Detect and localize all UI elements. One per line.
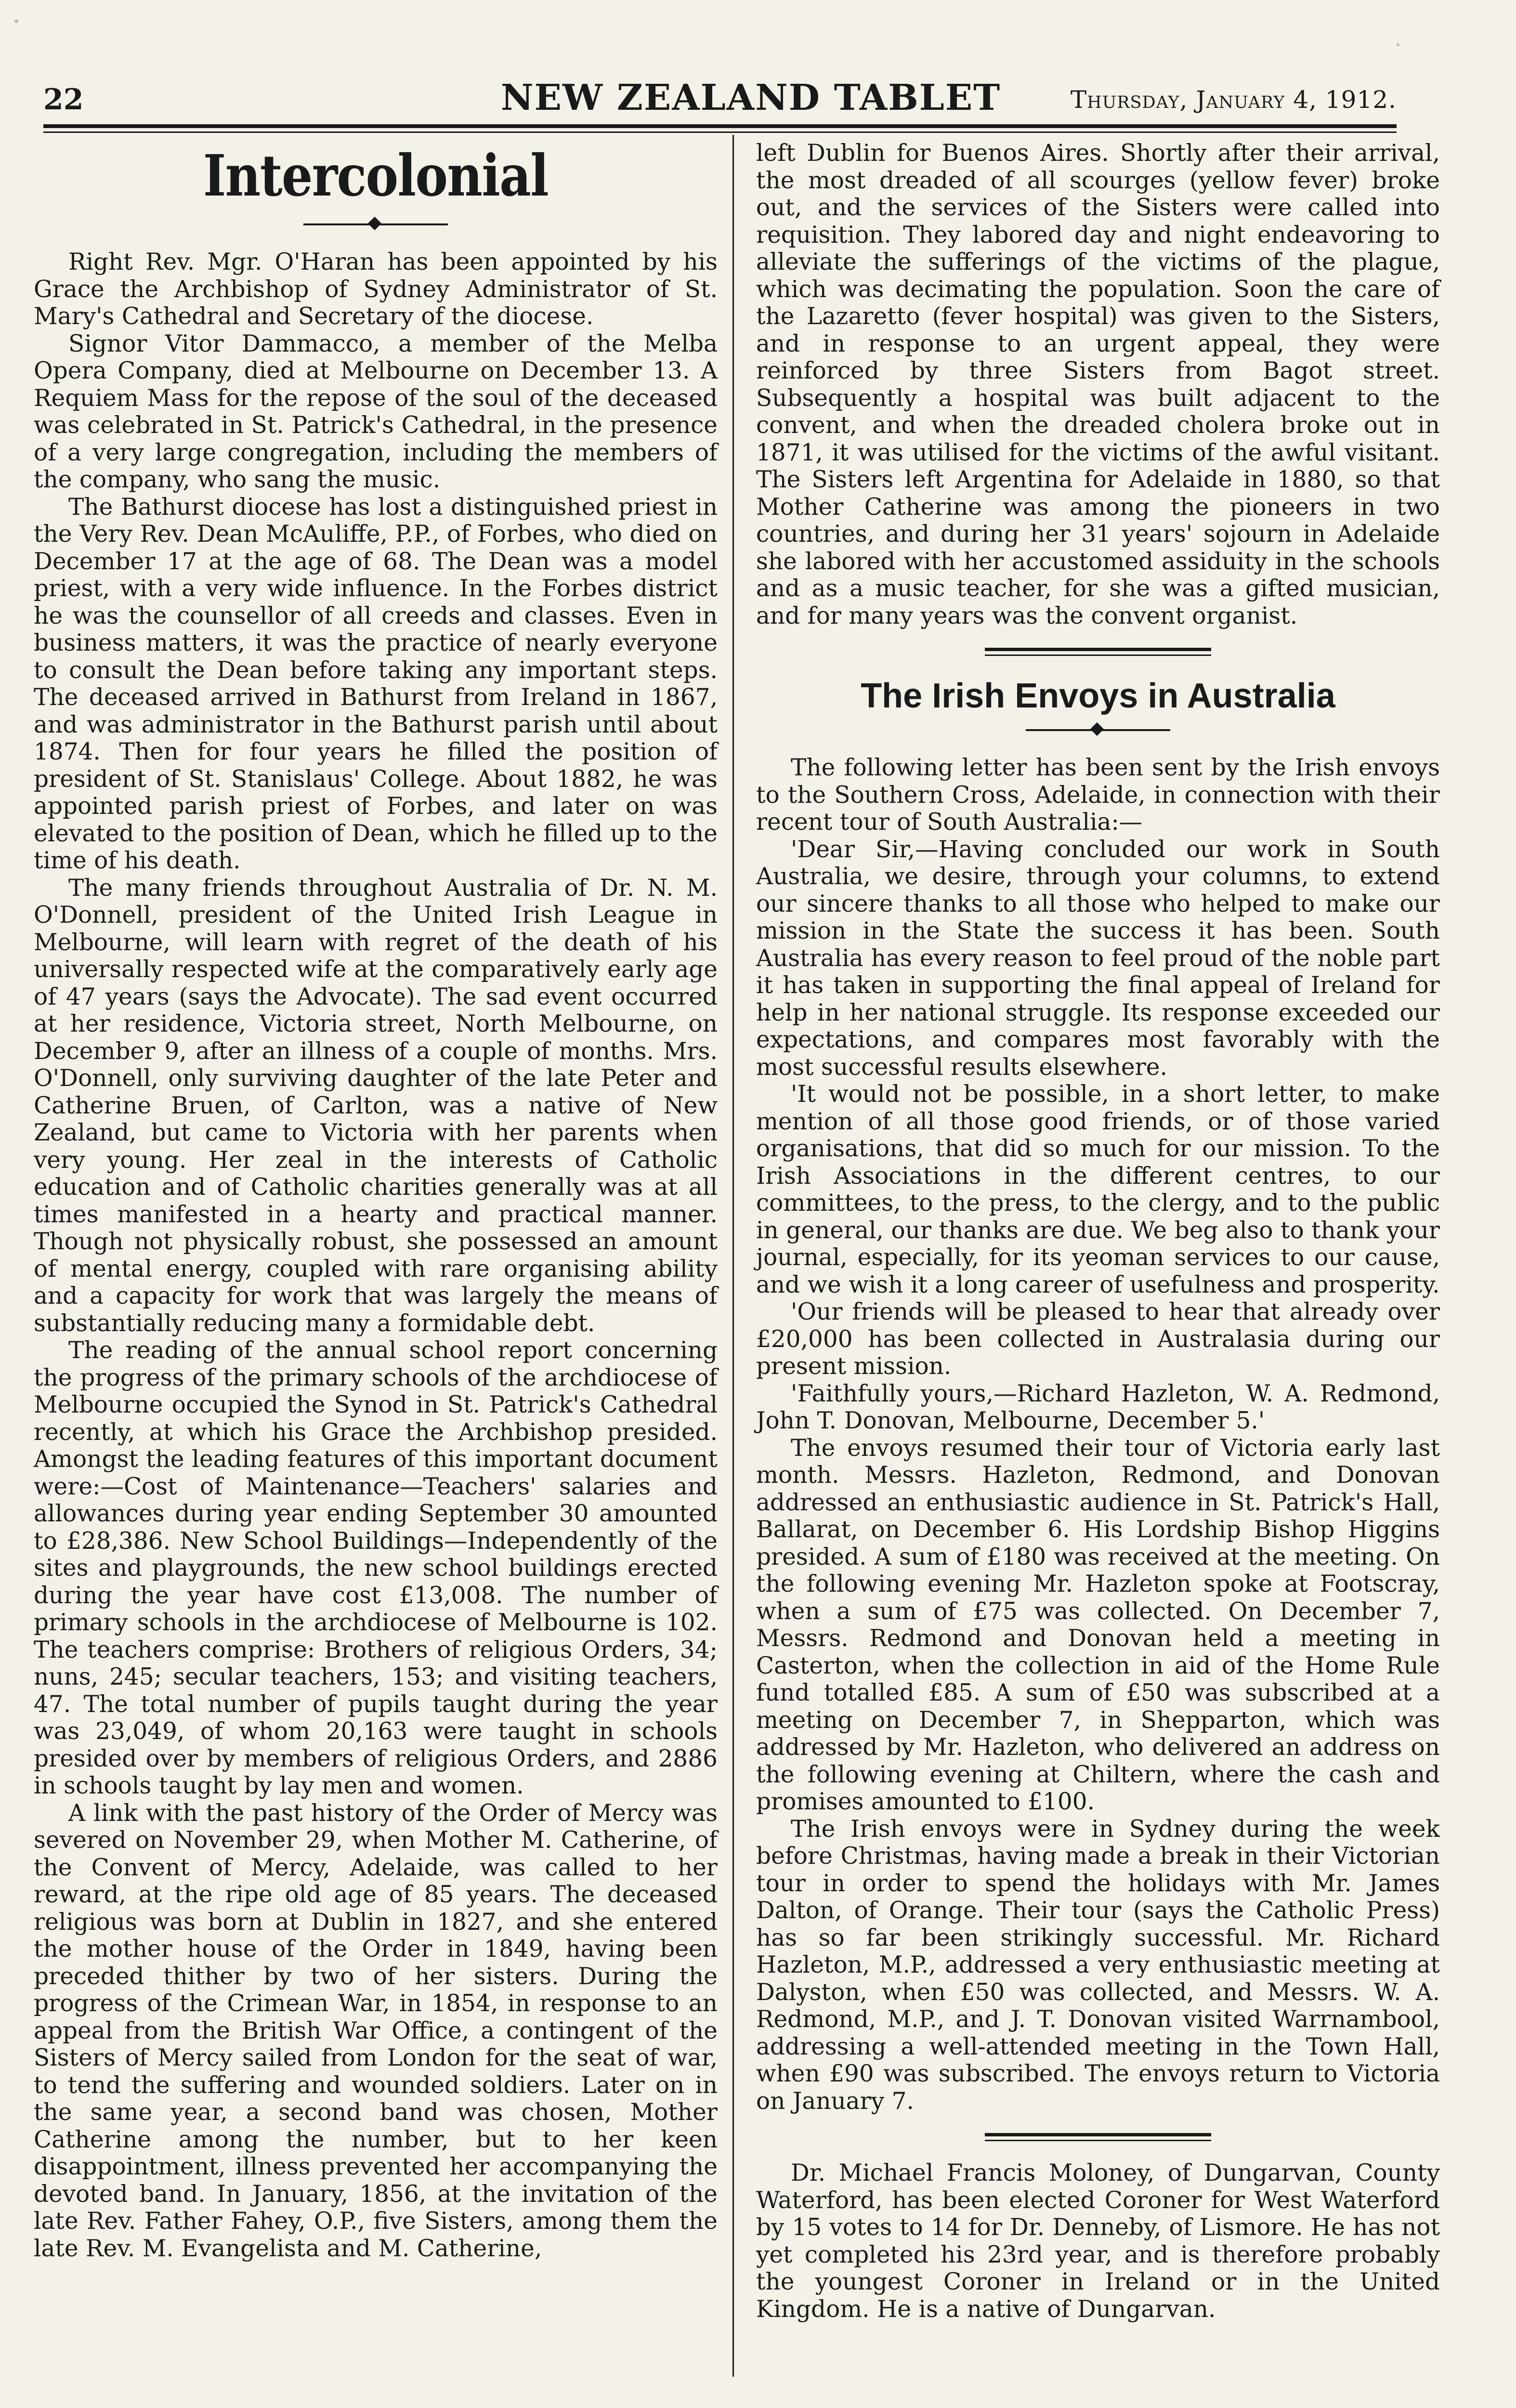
page-header bbox=[43, 77, 1397, 130]
envoys-title: The Irish Envoys in Australia bbox=[861, 677, 1335, 715]
column-divider bbox=[732, 135, 734, 2377]
continued-paragraph: left Dublin for Buenos Aires. Shortly after their arrival, the most dreaded of all scourges (yellow fever) broke out, and the services of the Sisters were called into requisition. They labored day and night endeavoring to alleviate the sufferings of the victims of the plague, which was decimating the population. Soon the care of the Lazaretto (fever hospital) was given to the Sisters, and in response to an urgent appeal, they were reinforced by three Sisters from Bagot street. Subsequently a hospital was built adjacent to the convent, and when the dreaded cholera broke out in 1871, it was utilised for the victims of the awful visitant. The Sisters left Argentina for Adelaide in 1880, so that Mother Catherine was among the pioneers in two countries, and during her 31 years' sojourn in Adelaide she labored with her accustomed assiduity in the schools and as a music teacher, for she was a gifted musician, and for many years was the convent organist. bbox=[756, 140, 1440, 629]
article-paragraph: The following letter has been sent by the Irish envoys to the Southern Cross, Adelaide, in connection with their recent tour of South Australia:— bbox=[756, 754, 1440, 836]
article-paragraph: The many friends throughout Australia of Dr. N. M. O'Donnell, president of the United Irish League in Melbourne, will learn with regret of the death of his universally respected wife at the comparatively early age of 47 years (says the Advocate). The sad event occurred at her residence, Victoria street, North Melbourne, on December 9, after an illness of a couple of months. Mrs. O'Donnell, only surviving daughter of the late Peter and Catherine Bruen, of Carlton, was a native of New Zealand, but came to Victoria with her parents when very young. Her zeal in the interests of Catholic education and of Catholic charities generally was at all times manifested in a hearty and practical manner. Though not physically robust, she possessed an amount of mental energy, coupled with rare organising ability and a capacity for work that was largely the means of substantially reducing many a formidable debt. bbox=[34, 874, 718, 1337]
article-paragraph: 'It would not be possible, in a short letter, to make mention of all those good friends, or of those varied organisations, that did so much for our mission. To the Irish Associations in the different centres, to our committees, to the press, to the clergy, and to the public in general, our thanks are due. We beg also to thank your journal, especially, for its yeoman services to our cause, and we wish it a long career of usefulness and prosperity. bbox=[756, 1081, 1440, 1298]
title-ornament bbox=[1026, 720, 1170, 740]
article-paragraph: The Irish envoys were in Sydney during the week before Christmas, having made a break in their Victorian tour in order to spend the holidays with Mr. James Dalton, of Orange. Their tour (says the Catholic Press) has so far been strikingly successful. Mr. Richard Hazleton, M.P., addressed a very enthusiastic meeting at Dalyston, when £50 was collected, and Messrs. W. A. Redmond, M.P., and J. T. Donovan visited Warrnambool, addressing a well-attended meeting in the Town Hall, when £90 was subscribed. The envoys return to Victoria on January 7. bbox=[756, 1815, 1440, 2115]
publication-title: NEW ZEALAND TABLET bbox=[501, 77, 1001, 118]
section-separator bbox=[985, 648, 1211, 656]
left-column bbox=[34, 140, 718, 2262]
section-separator bbox=[985, 2133, 1211, 2141]
article-paragraph: Signor Vitor Dammacco, a member of the Melba Opera Company, died at Melbourne on December 13. A Requiem Mass for the repose of the soul of the deceased was celebrated in St. Patrick's Cathedral, in the presence of a very large congregation, including the members of the company, who sang the music. bbox=[34, 330, 718, 493]
article-paragraph: Right Rev. Mgr. O'Haran has been appointed by his Grace the Archbishop of Sydney Administrator of St. Mary's Cathedral and Secretary of the diocese. bbox=[34, 249, 718, 330]
intercolonial-title: Intercolonial bbox=[203, 142, 549, 209]
article-paragraph: Dr. Michael Francis Moloney, of Dungarvan, County Waterford, has been elected Coroner for West Waterford by 15 votes to 14 for Dr. Denneby, of Lismore. He has not yet completed his 23rd year, and is therefore probably the youngest Coroner in Ireland or in the United Kingdom. He is a native of Dungarvan. bbox=[756, 2159, 1440, 2323]
header-rule bbox=[43, 124, 1397, 128]
title-ornament bbox=[303, 215, 448, 234]
article-paragraph: The Bathurst diocese has lost a distinguished priest in the Very Rev. Dean McAuliffe, P.P., of Forbes, who died on December 17 at the age of 68. The Dean was a model priest, with a very wide influence. In the Forbes district he was the counsellor of all creeds and classes. Even in business matters, it was the practice of nearly everyone to consult the Dean before taking any important steps. The deceased arrived in Bathurst from Ireland in 1867, and was administrator in the Bathurst parish until about 1874. Then for four years he filled the position of president of St. Stanislaus' College. About 1882, he was appointed parish priest of Forbes, and later on was elevated to the position of Dean, which he filled up to the time of his death. bbox=[34, 493, 718, 874]
article-paragraph: The reading of the annual school report concerning the progress of the primary schools of the archdiocese of Melbourne occupied the Synod in St. Patrick's Cathedral recently, at which his Grace the Archbishop presided. Amongst the leading features of this important document were:—Cost of Maintenance—Teachers' salaries and allowances during year ending September 30 amounted to £28,386. New School Buildings—Independently of the sites and playgrounds, the new school buildings erected during the year have cost £13,008. The number of primary schools in the archdiocese of Melbourne is 102. The teachers comprise: Brothers of religious Orders, 34; nuns, 245; secular teachers, 153; and visiting teachers, 47. The total number of pupils taught during the year was 23,049, of whom 20,163 were taught in schools presided over by members of religious Orders, and 2886 in schools taught by lay men and women. bbox=[34, 1337, 718, 1799]
paper-speck bbox=[1397, 43, 1399, 46]
article-paragraph: 'Our friends will be pleased to hear that already over £20,000 has been collected in Australasia during our present mission. bbox=[756, 1298, 1440, 1380]
paper-speck bbox=[14, 19, 18, 23]
article-paragraph: A link with the past history of the Order of Mercy was severed on November 29, when Mother M. Catherine, of the Convent of Mercy, Adelaide, was called to her reward, at the ripe old age of 85 years. The deceased religious was born at Dublin in 1827, and she entered the mother house of the Order in 1849, having been preceded thither by two of her sisters. During the progress of the Crimean War, in 1854, in response to an appeal from the British War Office, a contingent of the Sisters of Mercy sailed from London for the seat of war, to tend the suffering and wounded soldiers. Later on in the same year, a second band was chosen, Mother Catherine among the number, but to her keen disappointment, illness prevented her accompanying the devoted band. In January, 1856, at the invitation of the late Rev. Father Fahey, O.P., five Sisters, among them the late Rev. M. Evangelista and M. Catherine, bbox=[34, 1799, 718, 2262]
right-column bbox=[756, 140, 1440, 2323]
page-number: 22 bbox=[43, 83, 84, 117]
header-rule-thin bbox=[43, 131, 1397, 133]
article-paragraph: 'Faithfully yours,—Richard Hazleton, W. A. Redmond, John T. Donovan, Melbourne, December 5.' bbox=[756, 1380, 1440, 1434]
article-paragraph: 'Dear Sir,—Having concluded our work in South Australia, we desire, through your columns, to extend our sincere thanks to all those who helped to make our mission in the State the success it has been. South Australia has every reason to feel proud of the noble part it has taken in supporting the final appeal of Ireland for help in her national struggle. Its response exceeded our expectations, and compares most favorably with the most successful results elsewhere. bbox=[756, 836, 1440, 1081]
article-paragraph: The envoys resumed their tour of Victoria early last month. Messrs. Hazleton, Redmond, and Donovan addressed an enthusiastic audience in St. Patrick's Hall, Ballarat, on December 6. His Lordship Bishop Higgins presided. A sum of £180 was received at the meeting. On the following evening Mr. Hazleton spoke at Footscray, when a sum of £75 was collected. On December 7, Messrs. Redmond and Donovan held a meeting in Casterton, when the collection in aid of the Home Rule fund totalled £85. A sum of £50 was subscribed at a meeting on December 7, in Shepparton, which was addressed by Mr. Hazleton, who delivered an address on the following evening at Chiltern, where the cash and promises amounted to £100. bbox=[756, 1434, 1440, 1815]
issue-date: Thursday, January 4, 1912. bbox=[1070, 86, 1397, 114]
